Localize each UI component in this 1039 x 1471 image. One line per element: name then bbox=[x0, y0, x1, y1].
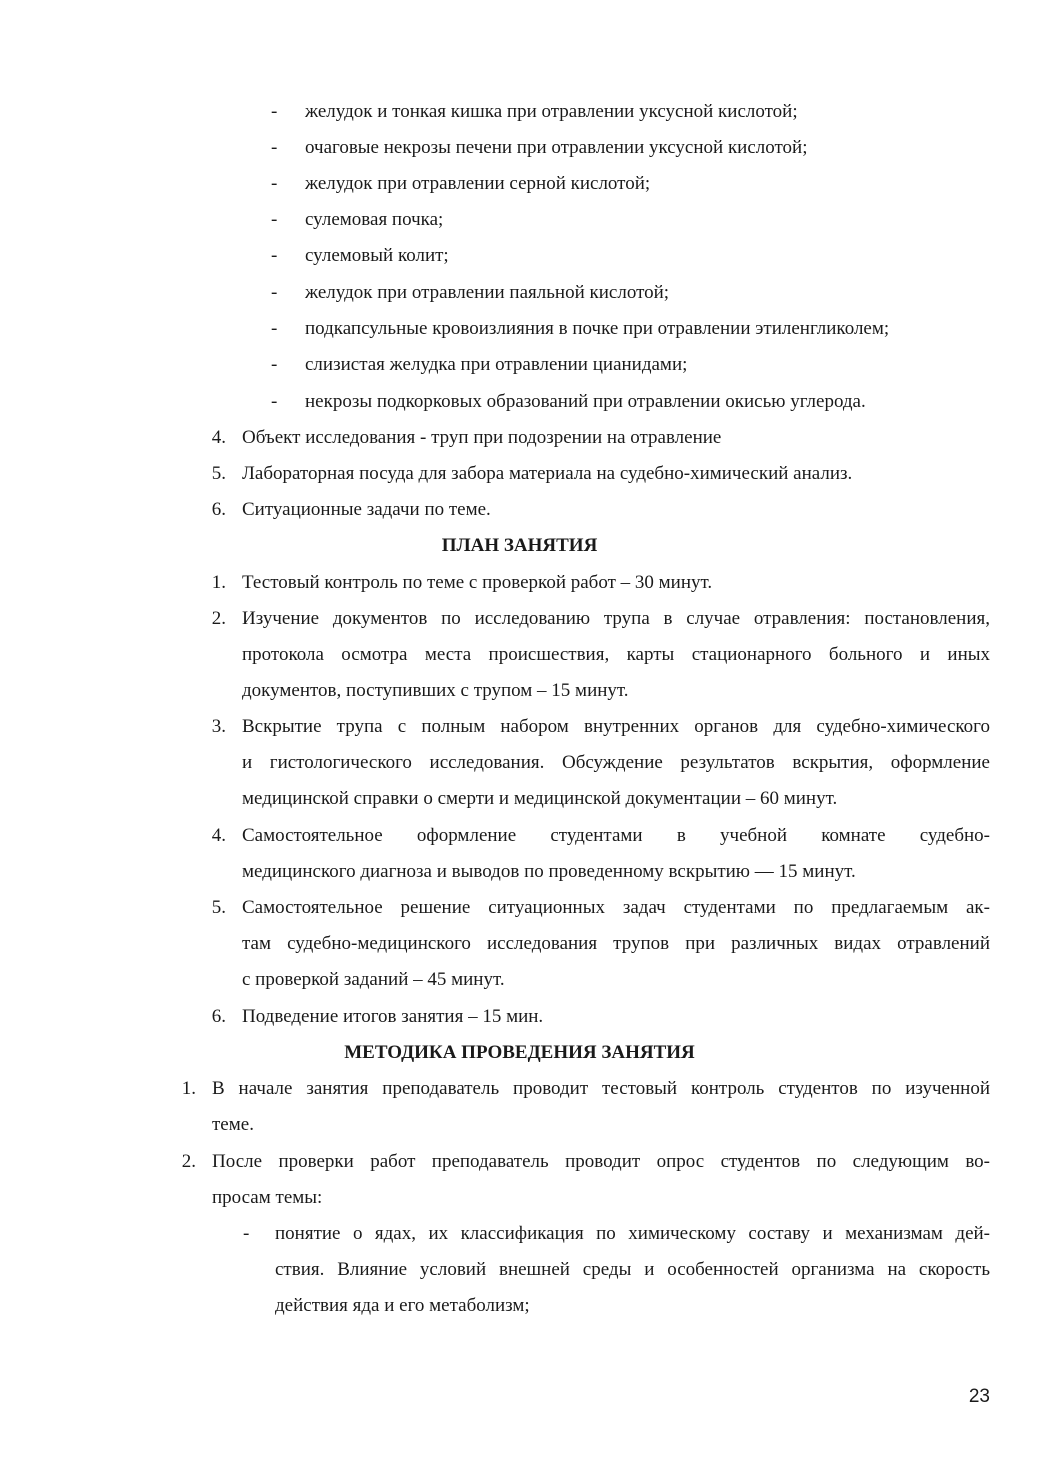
list-item: сулемовая почка; bbox=[305, 209, 444, 230]
dash-marker: - bbox=[271, 391, 278, 412]
list-item: подкапсульные кровоизлияния в почке при отравлении этиленгликолем; bbox=[305, 318, 890, 339]
list-number: 5. bbox=[211, 463, 226, 484]
list-number: 1. bbox=[181, 1078, 196, 1099]
list-number: 2. bbox=[181, 1151, 196, 1172]
list-item: желудок и тонкая кишка при отравлении уксусной кислотой; bbox=[305, 101, 798, 122]
list-item: желудок при отравлении серной кислотой; bbox=[305, 173, 651, 194]
list-item-line: протокола осмотра места происшествия, карты стационарного больного и иных bbox=[242, 644, 990, 665]
dash-marker: - bbox=[271, 282, 278, 303]
list-item-line: теме. bbox=[212, 1114, 254, 1135]
list-number: 6. bbox=[211, 499, 226, 520]
list-item: Объект исследования - труп при подозрении на отравление bbox=[242, 427, 722, 448]
list-item-line: понятие о ядах, их классификация по химическому составу и механизмам дей- bbox=[275, 1223, 990, 1244]
list-item-line: После проверки работ преподаватель проводит опрос студентов по следующим во- bbox=[212, 1151, 990, 1172]
list-item-line: Вскрытие трупа с полным набором внутренних органов для судебно-химического bbox=[242, 716, 990, 737]
section-heading-method: МЕТОДИКА ПРОВЕДЕНИЯ ЗАНЯТИЯ bbox=[344, 1042, 695, 1063]
dash-marker: - bbox=[271, 209, 278, 230]
list-item-line: с проверкой заданий – 45 минут. bbox=[242, 969, 505, 990]
dash-marker: - bbox=[243, 1223, 250, 1244]
dash-marker: - bbox=[271, 137, 278, 158]
list-item: Тестовый контроль по теме с проверкой работ – 30 минут. bbox=[242, 572, 713, 593]
list-item-line: Самостоятельное решение ситуационных задач студентами по предлагаемым ак- bbox=[242, 897, 990, 918]
list-number: 6. bbox=[211, 1006, 226, 1027]
list-item-line: Самостоятельное оформление студентами в учебной комнате судебно- bbox=[242, 825, 990, 846]
list-item: слизистая желудка при отравлении цианидами; bbox=[305, 354, 688, 375]
list-item-line: просам темы: bbox=[212, 1187, 323, 1208]
dash-marker: - bbox=[271, 101, 278, 122]
list-item: желудок при отравлении паяльной кислотой; bbox=[305, 282, 670, 303]
list-number: 2. bbox=[211, 608, 226, 629]
list-item-line: В начале занятия преподаватель проводит тестовый контроль студентов по изученной bbox=[212, 1078, 990, 1099]
list-number: 4. bbox=[211, 825, 226, 846]
list-item-line: медицинского диагноза и выводов по проведенному вскрытию — 15 минут. bbox=[242, 861, 856, 882]
list-item: некрозы подкорковых образований при отравлении окисью углерода. bbox=[305, 391, 866, 412]
dash-marker: - bbox=[271, 173, 278, 194]
list-item-line: медицинской справки о смерти и медицинской документации – 60 минут. bbox=[242, 788, 838, 809]
list-number: 1. bbox=[211, 572, 226, 593]
list-item-line: действия яда и его метаболизм; bbox=[275, 1295, 530, 1316]
dash-marker: - bbox=[271, 245, 278, 266]
list-item: Подведение итогов занятия – 15 мин. bbox=[242, 1006, 544, 1027]
list-item: Лабораторная посуда для забора материала на судебно-химический анализ. bbox=[242, 463, 853, 484]
list-number: 5. bbox=[211, 897, 226, 918]
dash-marker: - bbox=[271, 318, 278, 339]
page-number: 23 bbox=[968, 1386, 990, 1407]
list-item-line: там судебно-медицинского исследования трупов при различных видах отравлений bbox=[242, 933, 990, 954]
section-heading-plan: ПЛАН ЗАНЯТИЯ bbox=[441, 535, 598, 556]
list-item-line: ствия. Влияние условий внешней среды и особенностей организма на скорость bbox=[275, 1259, 990, 1280]
list-item: очаговые некрозы печени при отравлении уксусной кислотой; bbox=[305, 137, 808, 158]
list-number: 3. bbox=[211, 716, 226, 737]
list-number: 4. bbox=[211, 427, 226, 448]
list-item-line: Изучение документов по исследованию трупа в случае отравления: постановления, bbox=[242, 608, 990, 629]
list-item-line: документов, поступивших с трупом – 15 минут. bbox=[242, 680, 629, 701]
dash-marker: - bbox=[271, 354, 278, 375]
list-item: Ситуационные задачи по теме. bbox=[242, 499, 491, 520]
list-item: сулемовый колит; bbox=[305, 245, 449, 266]
list-item-line: и гистологического исследования. Обсуждение результатов вскрытия, оформление bbox=[242, 752, 990, 773]
